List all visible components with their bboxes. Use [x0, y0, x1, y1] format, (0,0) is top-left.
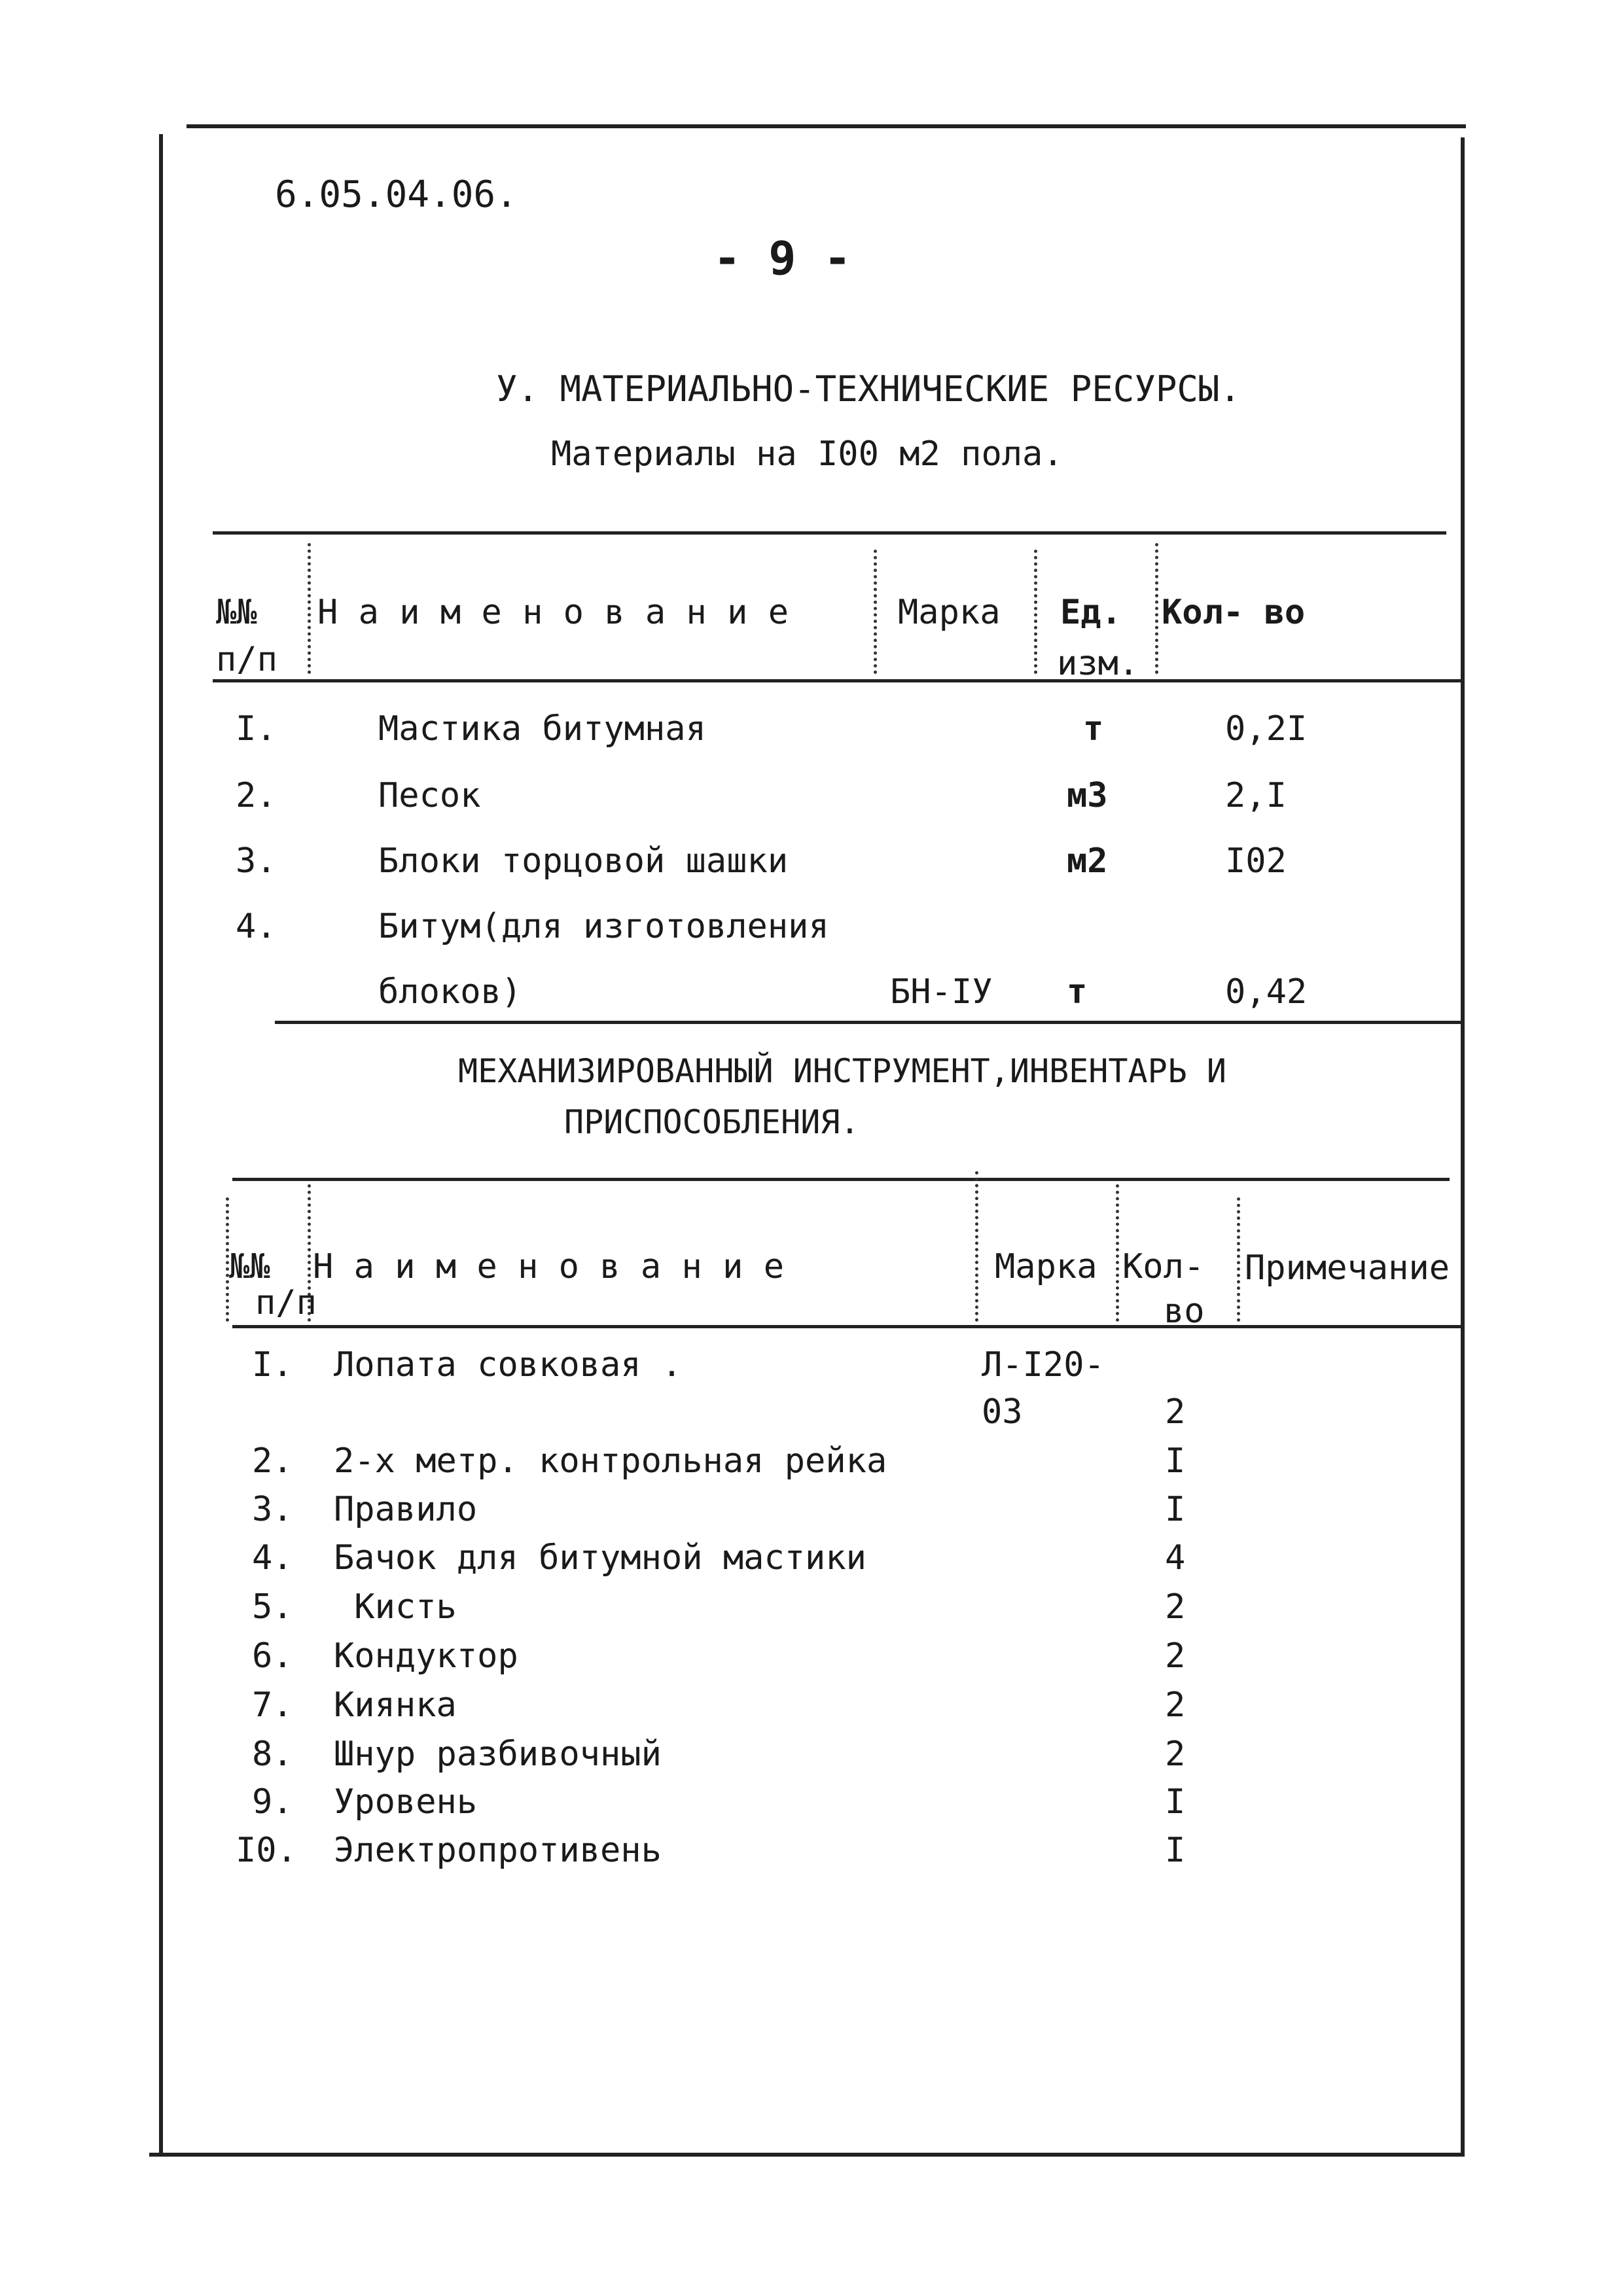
materials-row-num: I. [236, 709, 277, 749]
page-frame-left [159, 134, 163, 2153]
tools-row-num: 4. [252, 1538, 293, 1578]
materials-row-qty: I02 [1225, 841, 1287, 881]
tools-row-name: Кисть [334, 1587, 457, 1627]
tools-row-name: Лопата совковая . [334, 1345, 683, 1385]
tools-row-mark: 03 [982, 1392, 1023, 1432]
materials-header-unit-bottom: изм. [1057, 644, 1139, 683]
tools-row-qty: 2 [1165, 1735, 1186, 1774]
materials-table-top-rule [213, 531, 1446, 535]
tools-row-qty: I [1165, 1441, 1186, 1481]
page-number: - 9 - [713, 232, 851, 285]
tools-row-qty: 2 [1165, 1392, 1186, 1432]
tools-row-name: Киянка [334, 1686, 457, 1725]
tools-header-bottom-rule [232, 1325, 1463, 1328]
tools-row-num: 9. [252, 1782, 293, 1822]
materials-row-unit: т [1083, 709, 1104, 749]
materials-header-name: Н а и м е н о в а н и е [317, 593, 789, 632]
materials-col-divider-2 [874, 550, 877, 674]
materials-table-bottom-rule [275, 1021, 1465, 1024]
tools-row-name: Правило [334, 1490, 478, 1529]
materials-row-qty: 0,42 [1225, 972, 1308, 1012]
materials-row-name: блоков) [378, 972, 522, 1012]
tools-row-name: Уровень [334, 1782, 478, 1822]
tools-row-num: 8. [252, 1735, 293, 1774]
materials-row-unit: м2 [1067, 841, 1108, 881]
materials-row-unit: м3 [1067, 776, 1108, 815]
materials-col-divider-1 [308, 543, 311, 674]
tools-header-qty-top: Кол- [1122, 1247, 1205, 1286]
materials-row-name: Песок [378, 776, 481, 815]
materials-header-mark: Марка [898, 593, 1001, 632]
materials-row-qty: 0,2I [1225, 709, 1308, 749]
tools-col-divider-4 [1237, 1197, 1240, 1322]
tools-header-qty-bottom: во [1164, 1292, 1205, 1331]
materials-header-qty: Кол- во [1162, 593, 1306, 632]
tools-row-num: 7. [252, 1686, 293, 1725]
tools-row-qty: I [1165, 1831, 1186, 1870]
tools-row-num: I. [252, 1345, 293, 1385]
tools-row-num: 5. [252, 1587, 293, 1627]
tools-row-qty: 4 [1165, 1538, 1186, 1578]
tools-row-qty: I [1165, 1782, 1186, 1822]
tools-row-mark: Л-I20- [982, 1345, 1105, 1385]
tools-col-divider-2 [975, 1171, 978, 1322]
page-frame-right [1461, 137, 1465, 2156]
tools-row-qty: 2 [1165, 1636, 1186, 1676]
tools-header-note: Примечание [1245, 1248, 1450, 1288]
materials-row-name: Мастика битумная [378, 709, 706, 749]
section-title: У. МАТЕРИАЛЬНО-ТЕХНИЧЕСКИЕ РЕСУРСЫ. [496, 368, 1241, 410]
materials-header-bottom-rule [213, 679, 1464, 682]
tools-table-top-rule [232, 1178, 1450, 1181]
materials-row-qty: 2,I [1225, 776, 1287, 815]
tools-row-num: I0. [236, 1831, 297, 1870]
document-code: 6.05.04.06. [275, 173, 518, 216]
materials-header-num-top: №№ [216, 593, 257, 632]
tools-row-name: Шнур разбивочный [334, 1735, 662, 1774]
tools-row-qty: 2 [1165, 1686, 1186, 1725]
materials-row-unit: т [1067, 972, 1088, 1012]
section-subtitle: Материалы на I00 м2 пола. [551, 434, 1063, 474]
tools-header-name: Н а и м е н о в а н и е [313, 1247, 785, 1286]
tools-title-line1: МЕХАНИЗИРОВАННЫЙ ИНСТРУМЕНТ,ИНВЕНТАРЬ И [458, 1052, 1226, 1090]
materials-row-num: 2. [236, 776, 277, 815]
materials-header-unit-top: Ед. [1060, 593, 1122, 632]
page-frame-bottom [149, 2153, 1465, 2157]
materials-header-num-bottom: п/п [216, 640, 277, 679]
materials-row-num: 3. [236, 841, 277, 881]
tools-row-num: 6. [252, 1636, 293, 1676]
materials-col-divider-4 [1155, 543, 1158, 674]
page-frame-top [187, 124, 1466, 128]
tools-row-qty: I [1165, 1490, 1186, 1529]
materials-col-divider-3 [1034, 550, 1037, 674]
tools-col-divider-3 [1116, 1184, 1119, 1322]
tools-header-num-top: №№ [229, 1247, 270, 1286]
materials-row-name: Битум(для изготовления [378, 907, 829, 946]
tools-row-name: Бачок для битумной мастики [334, 1538, 866, 1578]
tools-row-name: 2-х метр. контрольная рейка [334, 1441, 887, 1481]
materials-row-mark: БН-IУ [890, 972, 993, 1012]
materials-row-num: 4. [236, 907, 277, 946]
tools-row-qty: 2 [1165, 1587, 1186, 1627]
tools-header-mark: Марка [995, 1247, 1097, 1286]
tools-row-name: Электропротивень [334, 1831, 662, 1870]
tools-row-num: 2. [252, 1441, 293, 1481]
tools-title-line2: ПРИСПОСОБЛЕНИЯ. [564, 1103, 860, 1141]
tools-row-num: 3. [252, 1490, 293, 1529]
materials-row-name: Блоки торцовой шашки [378, 841, 789, 881]
tools-row-name: Кондуктор [334, 1636, 518, 1676]
tools-header-num-bottom: п/п [255, 1283, 317, 1322]
